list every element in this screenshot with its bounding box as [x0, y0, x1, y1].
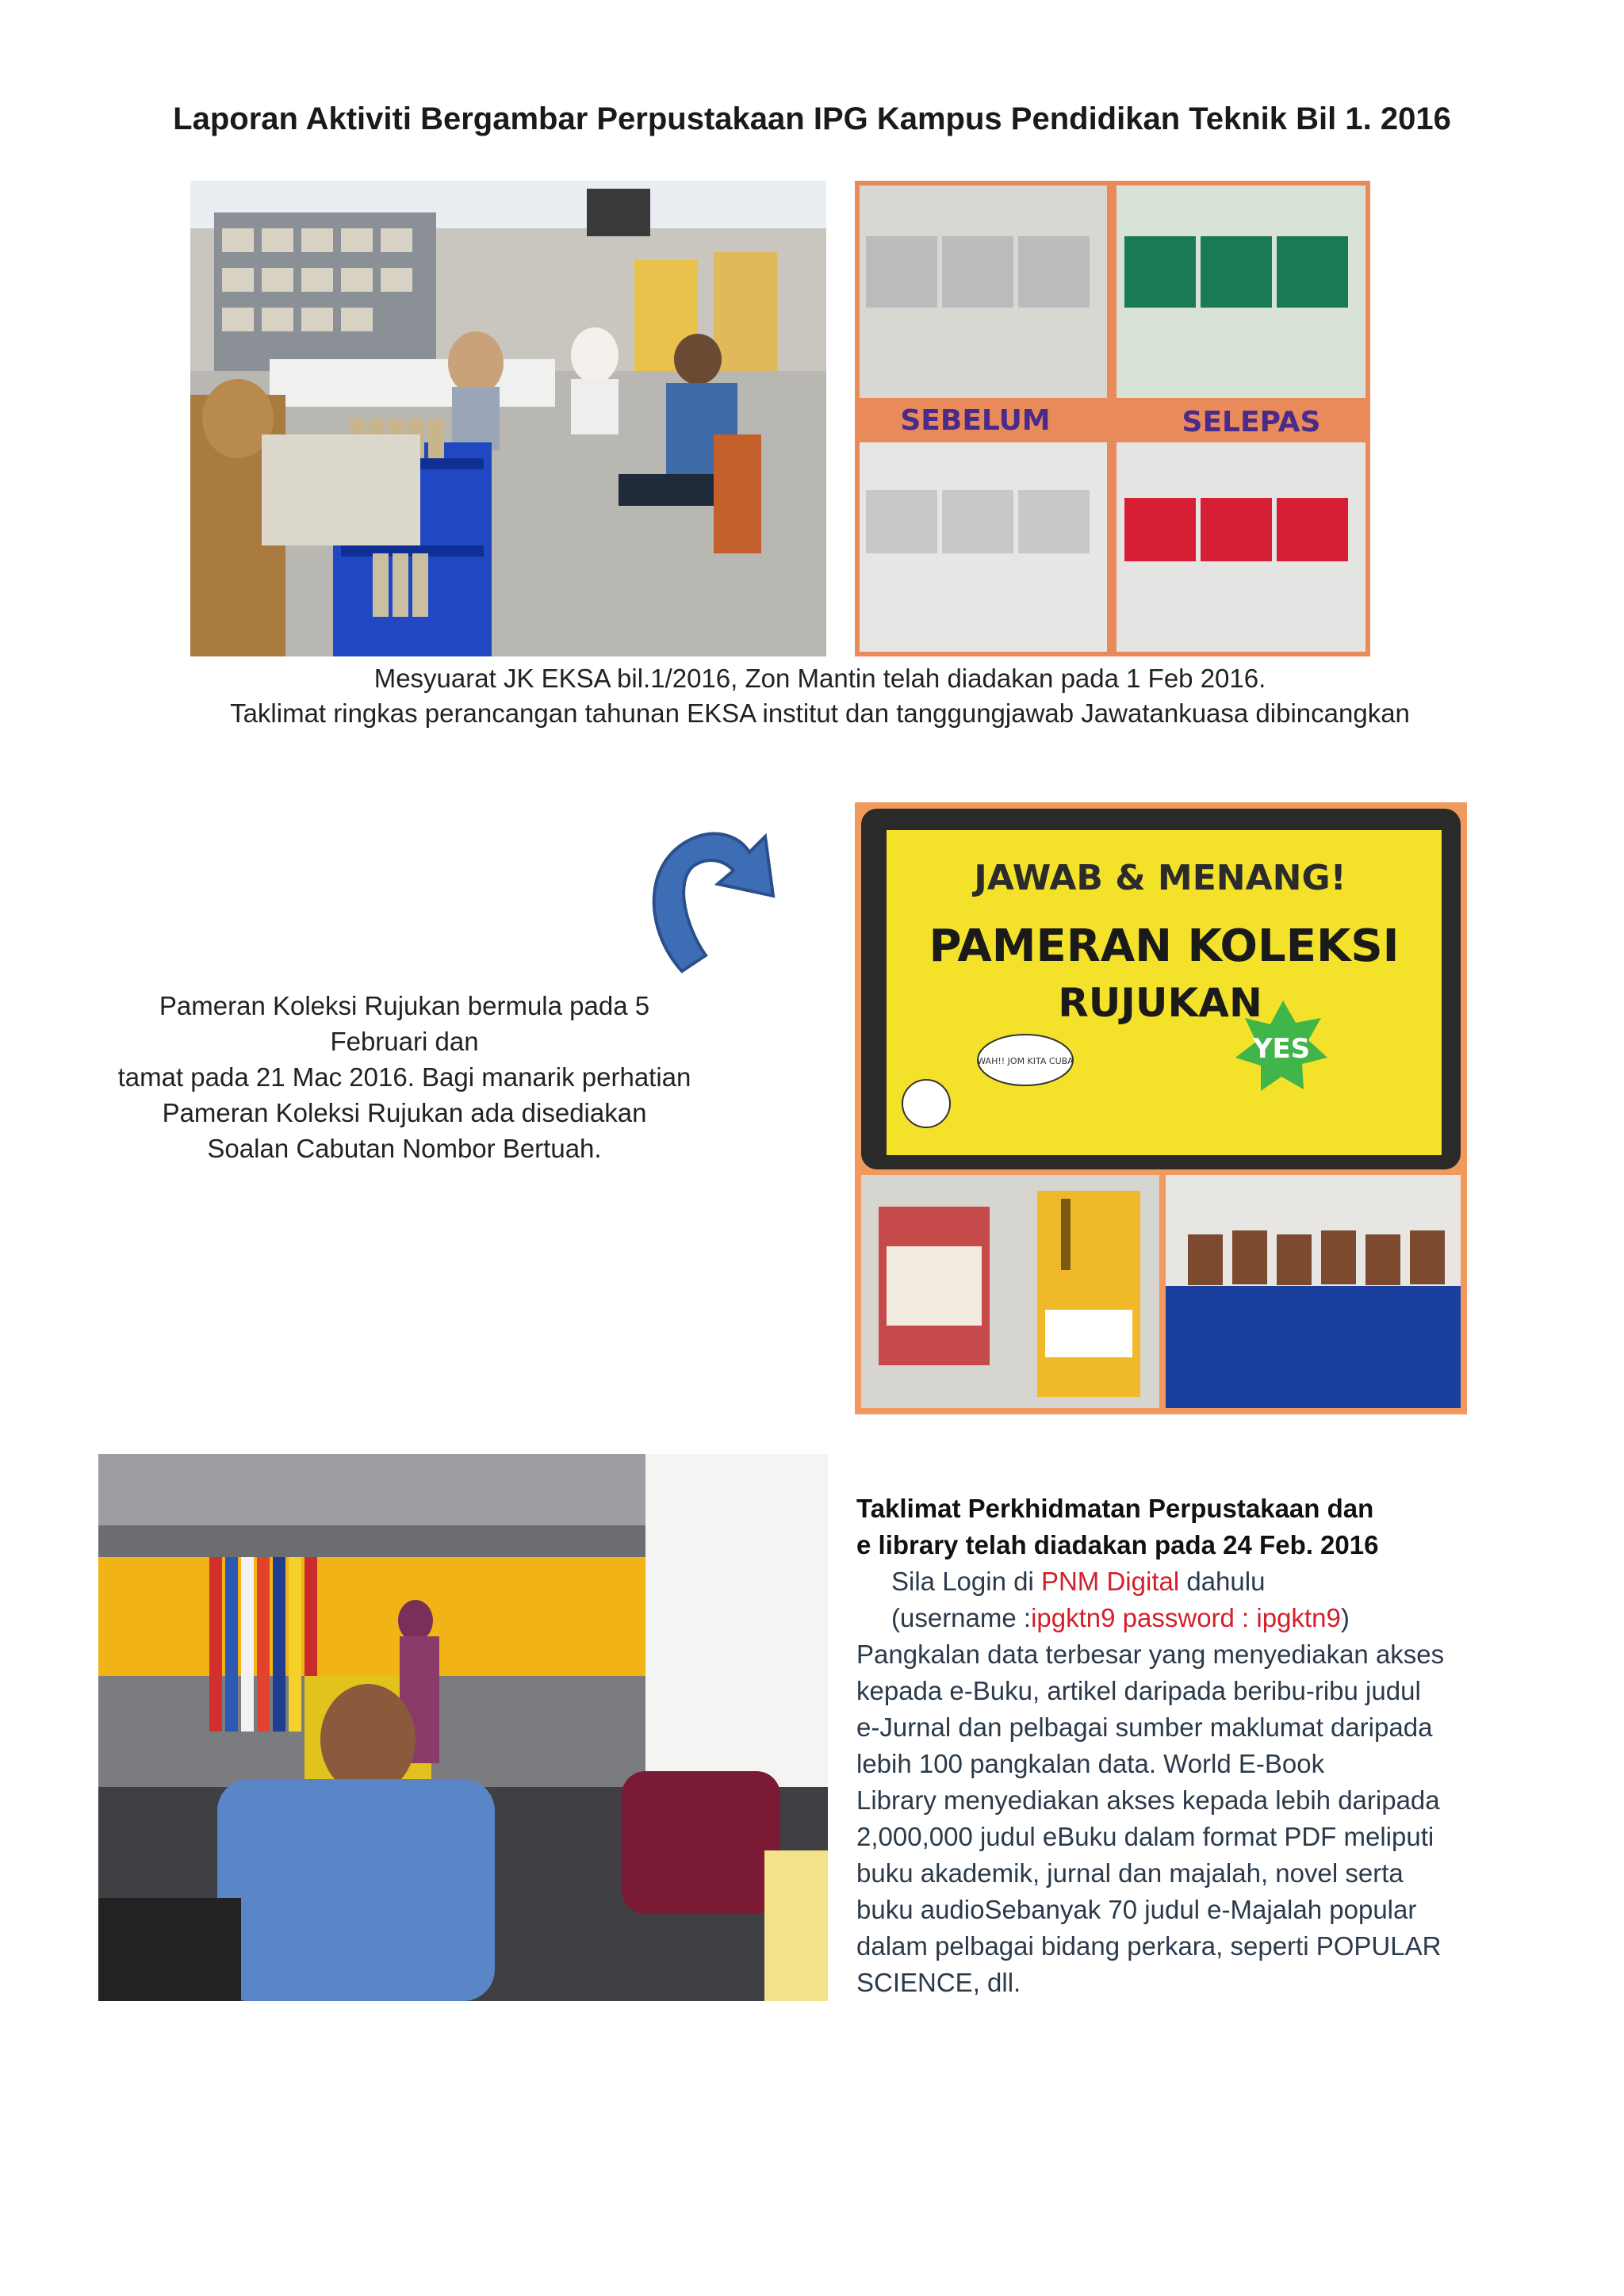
elibrary-heading-line1: Taklimat Perkhidmatan Perpustakaan dan — [856, 1494, 1374, 1523]
cred-suffix: ) — [1340, 1603, 1350, 1632]
poster-line2: PAMERAN KOLEKSI — [929, 920, 1400, 972]
login-prefix: Sila Login di — [891, 1567, 1041, 1596]
body-line: kepada e-Buku, artikel daripada beribu-ribu judul — [856, 1676, 1421, 1705]
credentials-value: ipgktn9 password : ipgktn9 — [1031, 1603, 1341, 1632]
meeting-photo — [190, 181, 826, 656]
credentials-line — [856, 1600, 1570, 1636]
body-line: Pangkalan data terbesar yang menyediakan akses — [856, 1640, 1445, 1669]
cred-prefix: (username : — [891, 1603, 1032, 1632]
exhibition-line: Soalan Cabutan Nombor Bertuah. — [207, 1134, 602, 1163]
curved-arrow-icon — [611, 809, 793, 983]
exhibition-line: Pameran Koleksi Rujukan bermula pada 5 Februari dan — [159, 991, 650, 1056]
body-line: dalam pelbagai bidang perkara, seperti POPULAR — [856, 1931, 1442, 1961]
poster-badge: YES — [1252, 1033, 1311, 1065]
exhibition-description — [111, 988, 698, 1166]
body-line: buku audioSebanyak 70 judul e-Majalah popular — [856, 1895, 1417, 1924]
page-title: Laporan Aktiviti Bergambar Perpustakaan IPG Kampus Pendidikan Teknik Bil 1. 2016 — [173, 101, 1451, 136]
poster-bubble: WAH!! JOM KITA CUBA — [977, 1056, 1074, 1066]
body-line: buku akademik, jurnal dan majalah, novel serta — [856, 1858, 1404, 1888]
poster-line3: RUJUKAN — [1058, 980, 1262, 1026]
body-line: Library menyediakan akses kepada lebih daripada — [856, 1785, 1440, 1815]
login-line — [856, 1563, 1570, 1600]
pnm-digital-link[interactable]: PNM Digital — [1040, 1567, 1180, 1596]
meeting-caption — [0, 661, 1624, 731]
meeting-caption-line1: Mesyuarat JK EKSA bil.1/2016, Zon Mantin telah diadakan pada 1 Feb 2016. — [373, 664, 1266, 693]
body-line: lebih 100 pangkalan data. World E-Book — [856, 1749, 1325, 1778]
after-label: SELEPAS — [1182, 406, 1321, 438]
login-suffix: dahulu — [1179, 1567, 1266, 1596]
meeting-caption-line2: Taklimat ringkas perancangan tahunan EKSA institut dan tanggungjawab Jawatankuasa dibincangkan — [230, 698, 1410, 728]
chairs-before-after-photo — [855, 181, 1370, 656]
elibrary-info — [856, 1490, 1570, 2001]
poster-line1: JAWAB & MENANG! — [974, 858, 1346, 898]
exhibition-poster-photo — [855, 802, 1467, 1414]
briefing-photo — [98, 1454, 828, 2001]
exhibition-line: tamat pada 21 Mac 2016. Bagi manarik perhatian — [117, 1062, 691, 1092]
body-line: e-Jurnal dan pelbagai sumber maklumat daripada — [856, 1712, 1433, 1742]
elibrary-heading-line2: e library telah diadakan pada 24 Feb. 2016 — [856, 1530, 1379, 1559]
exhibition-line: Pameran Koleksi Rujukan ada disediakan — [162, 1098, 647, 1127]
body-line: SCIENCE, dll. — [856, 1968, 1021, 1997]
body-line: 2,000,000 judul eBuku dalam format PDF meliputi — [856, 1822, 1434, 1851]
before-label: SEBELUM — [900, 404, 1051, 437]
